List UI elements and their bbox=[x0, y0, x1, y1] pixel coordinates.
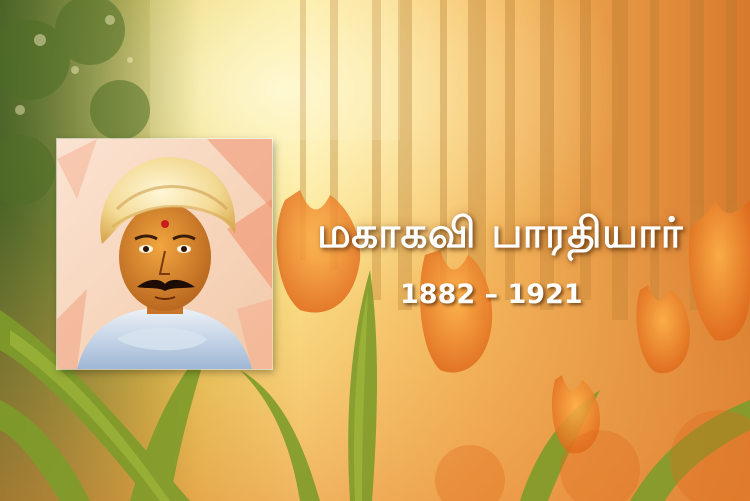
poet-portrait bbox=[57, 139, 272, 369]
poet-name-title: மகாகவி பாரதியார் bbox=[316, 208, 684, 257]
life-years: 1882 – 1921 bbox=[400, 279, 583, 310]
poet-portrait-icon bbox=[57, 139, 272, 369]
